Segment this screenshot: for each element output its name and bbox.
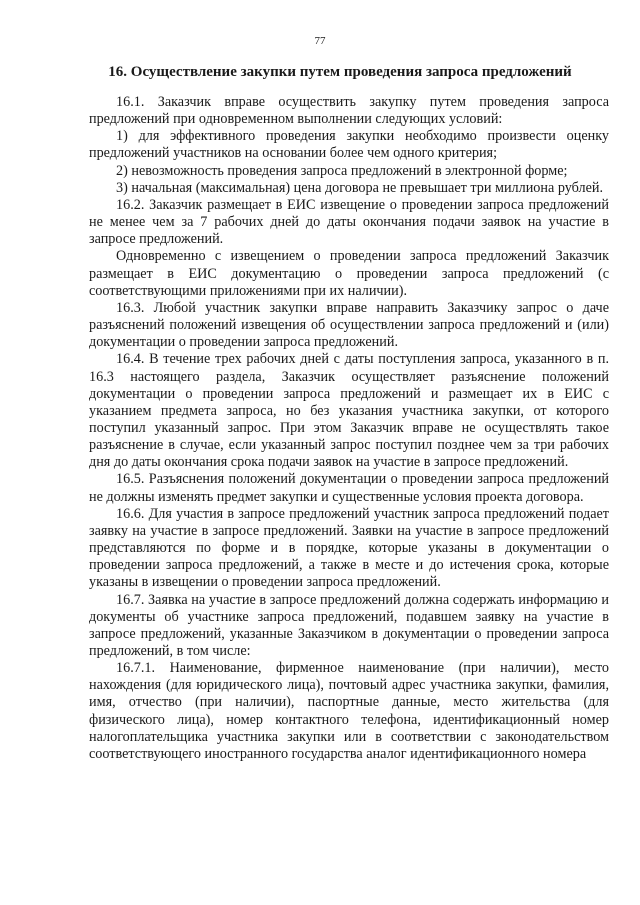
section-heading: 16. Осуществление закупки путем проведения запроса предложений: [108, 64, 572, 80]
document-body: [89, 94, 609, 763]
list-item-condition-2: 2) невозможность проведения запроса предложений в электронной форме;: [116, 162, 568, 179]
paragraph-16-2: 16.2. Заказчик размещает в ЕИС извещение о проведении запроса предложений не менее чем за 7 рабочих дней до даты окончания подачи заявок на участие в запросе предложений.: [89, 196, 609, 248]
paragraph-16-7: 16.7. Заявка на участие в запросе предложений должна содержать информацию и документы об участнике запроса предложений, подавшем заявку на участие в запросе предложений, указанные Заказчиком в документации о проведении запроса предложений, в том числе:: [89, 591, 609, 659]
paragraph-16-6: 16.6. Для участия в запросе предложений участник запроса предложений подает заявку на участие в запросе предложений. Заявки на участие в запросе предложений представляются по форме и в порядке, которые указаны в документации о проведении запроса предложений, а также в месте и до истечения срока, которые указаны в извещении о проведении запроса предложений.: [89, 505, 609, 591]
paragraph-16-1: 16.1. Заказчик вправе осуществить закупку путем проведения запроса предложений при одновременном выполнении следующих условий:: [89, 94, 609, 128]
list-item-condition-3: 3) начальная (максимальная) цена договора не превышает три миллиона рублей.: [116, 179, 604, 196]
paragraph-16-3: 16.3. Любой участник закупки вправе направить Заказчику запрос о даче разъяснений положений извещения об осуществлении запроса предложений и (или) документации о проведении запроса предложений.: [89, 299, 609, 351]
paragraph-16-4: 16.4. В течение трех рабочих дней с даты поступления запроса, указанного в п. 16.3 настоящего раздела, Заказчик осуществляет разъяснение положений документации о проведении запроса предложений и размещает их в ЕИС с указанием предмета запроса, но без указания участника закупки, от которого поступил указанный запрос. При этом Заказчик вправе не осуществлять такое разъяснение в случае, если указанный запрос поступил позднее чем за три рабочих дня до даты окончания срока подачи заявок на участие в запросе предложений.: [89, 351, 609, 471]
paragraph-16-5: 16.5. Разъяснения положений документации о проведении запроса предложений не должны изменять предмет закупки и существенные условия проекта договора.: [89, 471, 609, 505]
paragraph-16-7-1: 16.7.1. Наименование, фирменное наименование (при наличии), место нахождения (для юридического лица), почтовый адрес участника закупки, фамилия, имя, отчество (при наличии), паспортные данные, место жительства (для физического лица), номер контактного телефона, идентификационный номер налогоплательщика участника закупки или в соответствии с законодательством соответствующего иностранного государства аналог идентификационного номера: [89, 660, 609, 762]
list-item-condition-1: 1) для эффективного проведения закупки необходимо произвести оценку предложений участников на основании более чем одного критерия;: [89, 128, 609, 162]
page-number: 77: [314, 35, 326, 47]
paragraph-16-2-continued: Одновременно с извещением о проведении запроса предложений Заказчик размещает в ЕИС документацию о проведении запроса предложений (с соответствующими приложениями при их наличии).: [89, 248, 609, 299]
